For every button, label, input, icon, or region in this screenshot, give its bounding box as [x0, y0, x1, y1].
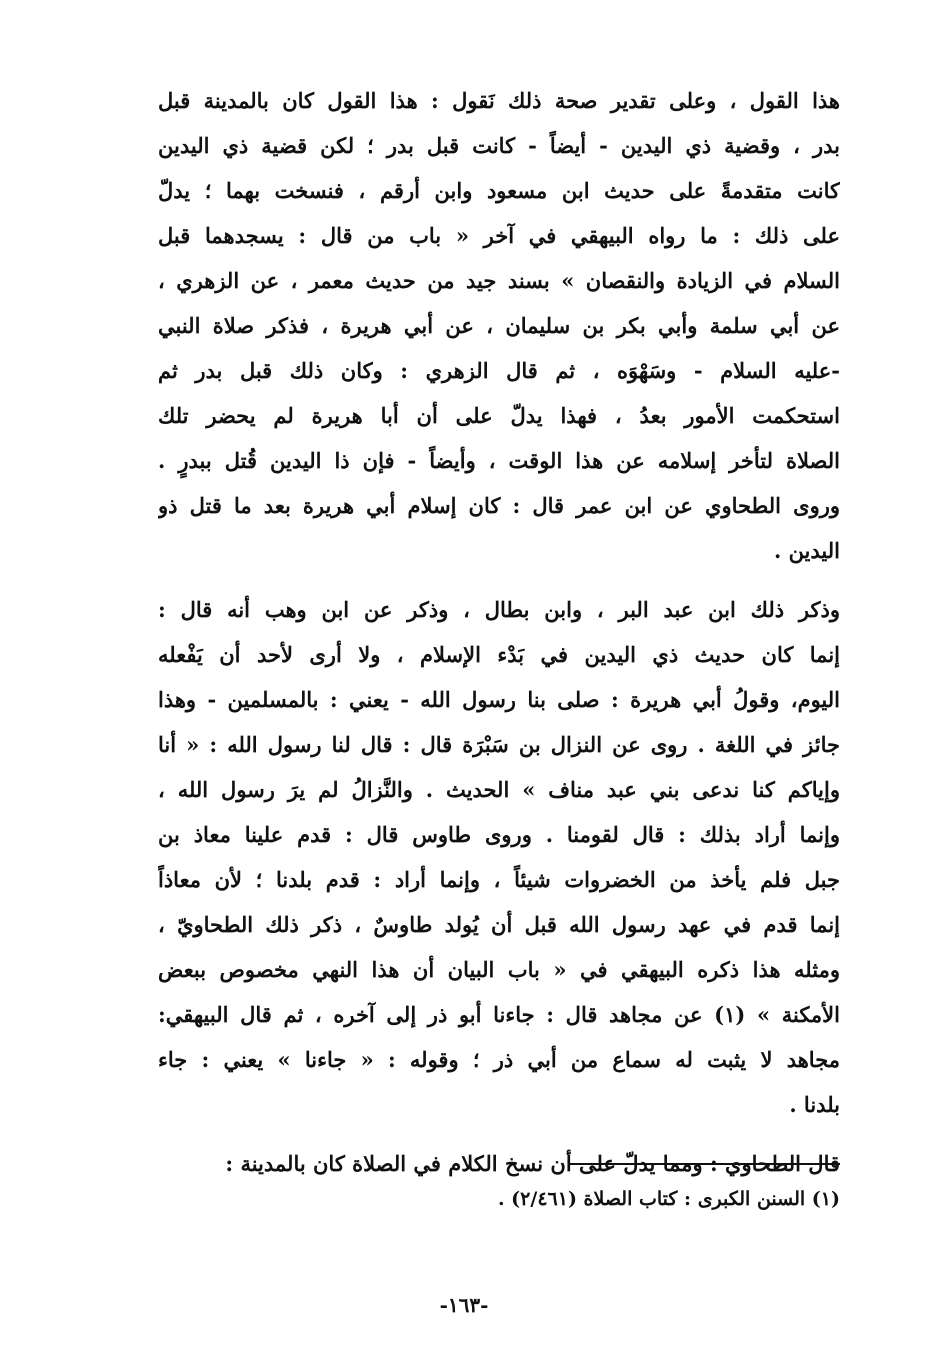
text-line: عن أبي سلمة وأبي بكر بن سليمان ، عن أبي هريرة ، فذكر صلاة النبي — [158, 313, 840, 338]
text-line: اليوم، وقولُ أبي هريرة : صلى بنا رسول الله - يعني : بالمسلمين - وهذا — [158, 687, 840, 712]
text-line: بلدنا . — [789, 1092, 840, 1117]
text-line: وإياكم كنا ندعى بني عبد مناف » الحديث . والنَّزالُ لم يرَ رسول الله ، — [158, 777, 840, 802]
text-line: وروى الطحاوي عن ابن عمر قال : كان إسلام أبي هريرة بعد ما قتل ذو — [158, 493, 840, 518]
paragraph-gap — [158, 1127, 840, 1141]
text-line: جائز في اللغة . روى عن النزال بن سَبْرَة قال : قال لنا رسول الله : « أنا — [158, 732, 840, 757]
text-line: قال الطحاوي : ومما يدلّ على أن نسخ الكلام في الصلاة كان بالمدينة : — [225, 1151, 840, 1176]
text-line: مجاهد لا يثبت له سماع من أبي ذر ؛ وقوله : « جاءنا » يعني : جاء — [158, 1047, 840, 1072]
text-line: اليدين . — [773, 538, 840, 563]
main-text — [158, 78, 840, 1186]
text-line: ومثله هذا ذكره البيهقي في « باب البيان أن هذا النهي مخصوص ببعض — [158, 957, 840, 982]
footnote-separator — [570, 1163, 840, 1165]
paragraph-gap — [158, 573, 840, 587]
text-line: -عليه السلام - وسَهْوَه ، ثم قال الزهري : وكان ذلك قبل بدر ثم — [158, 358, 840, 383]
text-line: جبل فلم يأخذ من الخضروات شيئاً ، وإنما أراد : قدم بلدنا ؛ لأن معاذاً — [158, 867, 840, 892]
page-number: -١٦٣- — [439, 1293, 489, 1317]
paragraph — [158, 78, 840, 573]
text-line: بدر ، وقضية ذي اليدين - أيضاً - كانت قبل بدر ؛ لكن قضية ذي اليدين — [158, 133, 840, 158]
footnote: (١) السنن الكبرى : كتاب الصلاة (٢/٤٦١) . — [497, 1188, 840, 1210]
paragraph — [158, 587, 840, 1127]
text-line: إنما قدم في عهد رسول الله قبل أن يُولد طاوسٌ ، ذكر ذلك الطحاويّ ، — [158, 912, 840, 937]
text-line: استحكمت الأمور بعدُ ، فهذا يدلّ على أن أبا هريرة لم يحضر تلك — [158, 403, 840, 428]
text-line: إنما كان حديث ذي اليدين في بَدْء الإسلام ، ولا أرى لأحد أن يَفْعله — [158, 642, 840, 667]
text-line: على ذلك : ما رواه البيهقي في آخر « باب من قال : يسجدهما قبل — [158, 223, 840, 248]
text-line: كانت متقدمةً على حديث ابن مسعود وابن أرقم ، فنسخت بهما ؛ يدلّ — [158, 178, 840, 203]
text-line: وذكر ذلك ابن عبد البر ، وابن بطال ، وذكر عن ابن وهب أنه قال : — [158, 597, 840, 622]
text-line: الأمكنة » (١) عن مجاهد قال : جاءنا أبو ذر إلى آخره ، ثم قال البيهقي: — [158, 1002, 840, 1027]
text-line: هذا القول ، وعلى تقدير صحة ذلك نَقول : هذا القول كان بالمدينة قبل — [158, 88, 840, 113]
text-line: السلام في الزيادة والنقصان » بسند جيد من حديث معمر ، عن الزهري ، — [158, 268, 840, 293]
text-line: وإنما أراد بذلك : قال لقومنا . وروى طاوس قال : قدم علينا معاذ بن — [158, 822, 840, 847]
text-line: الصلاة لتأخر إسلامه عن هذا الوقت ، وأيضاً - فإن ذا اليدين قُتل ببدرٍ . — [158, 448, 840, 473]
